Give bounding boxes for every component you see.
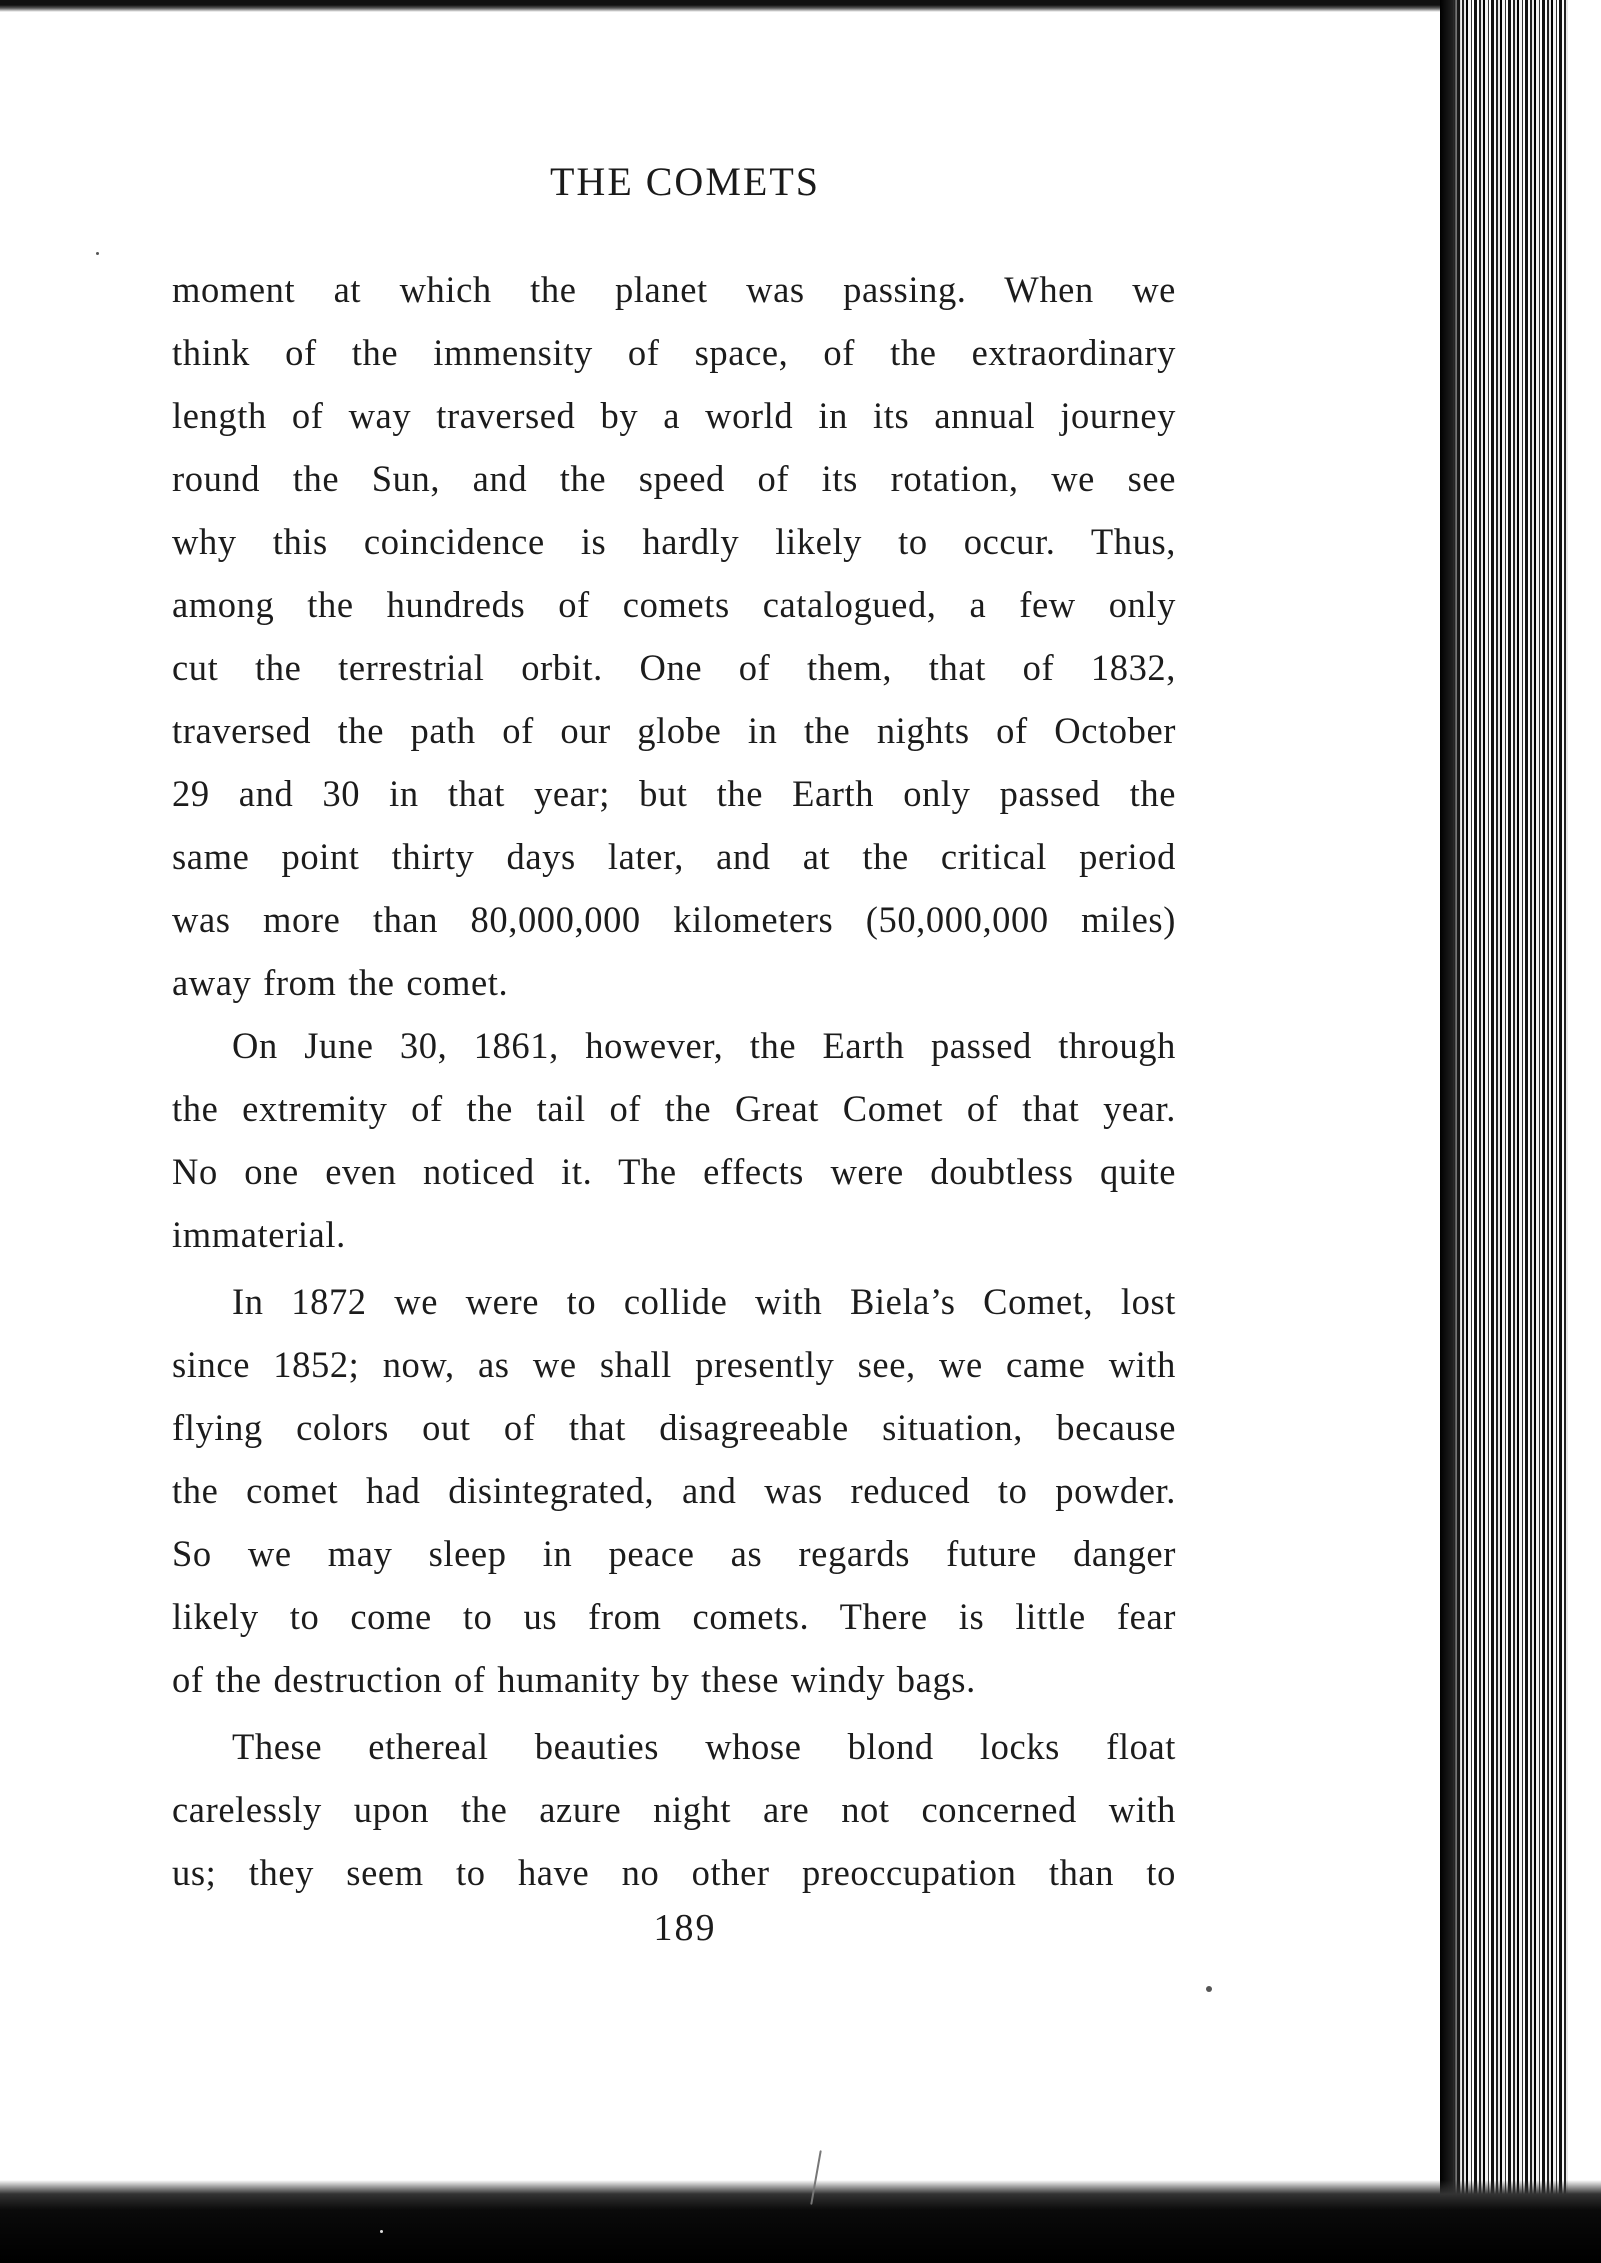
text-line: among the hundreds of comets catalogued, a few only bbox=[172, 584, 1176, 625]
text-line: us; they seem to have no other preoccupation than to bbox=[172, 1852, 1176, 1893]
text-line: was more than 80,000,000 kilometers (50,000,000 miles) bbox=[172, 899, 1176, 940]
scan-bottom-edge bbox=[0, 2180, 1601, 2263]
text-line: the extremity of the tail of the Great Comet of that year. bbox=[172, 1088, 1176, 1129]
page-number: 189 bbox=[653, 1907, 717, 1949]
text-line: away from the comet. bbox=[172, 962, 509, 1003]
text-line: immaterial. bbox=[172, 1214, 346, 1255]
text-line: the comet had disintegrated, and was reduced to powder. bbox=[172, 1470, 1176, 1511]
text-line: 29 and 30 in that year; but the Earth only passed the bbox=[172, 773, 1176, 814]
book-gutter-shadow bbox=[1440, 0, 1462, 2263]
text-line: round the Sun, and the speed of its rotation, we see bbox=[172, 458, 1176, 499]
text-line: likely to come to us from comets. There is little fear bbox=[172, 1596, 1176, 1637]
text-line: cut the terrestrial orbit. One of them, that of 1832, bbox=[172, 647, 1176, 688]
text-line: same point thirty days later, and at the critical period bbox=[172, 836, 1176, 877]
text-line: carelessly upon the azure night are not concerned with bbox=[172, 1789, 1176, 1830]
running-head: THE COMETS bbox=[550, 159, 820, 204]
text-line: No one even noticed it. The effects were doubtless quite bbox=[172, 1151, 1176, 1192]
scan-right-margin bbox=[1568, 0, 1601, 2263]
text-line: why this coincidence is hardly likely to occur. Thus, bbox=[172, 521, 1176, 562]
paragraph bbox=[172, 258, 1176, 1014]
text-line: think of the immensity of space, of the extraordinary bbox=[172, 332, 1176, 373]
body-text bbox=[172, 258, 1176, 1904]
paragraph bbox=[172, 1014, 1176, 1266]
text-line: length of way traversed by a world in its annual journey bbox=[172, 395, 1176, 436]
text-line: On June 30, 1861, however, the Earth passed through bbox=[232, 1025, 1176, 1066]
text-line: These ethereal beauties whose blond locks float bbox=[232, 1726, 1176, 1767]
scan-speck bbox=[96, 252, 99, 255]
scan-speck bbox=[1206, 1986, 1212, 1992]
text-line: So we may sleep in peace as regards future danger bbox=[172, 1533, 1176, 1574]
paragraph bbox=[172, 1715, 1176, 1904]
text-line: since 1852; now, as we shall presently see, we came with bbox=[172, 1344, 1176, 1385]
text-line: In 1872 we were to collide with Biela’s Comet, lost bbox=[232, 1281, 1176, 1322]
text-line: of the destruction of humanity by these windy bags. bbox=[172, 1659, 976, 1700]
text-line: flying colors out of that disagreeable situation, because bbox=[172, 1407, 1176, 1448]
text-line: traversed the path of our globe in the nights of October bbox=[172, 710, 1176, 751]
text-line: moment at which the planet was passing. When we bbox=[172, 269, 1176, 310]
paragraph bbox=[172, 1270, 1176, 1711]
scan-speck bbox=[380, 2230, 383, 2233]
scan-top-edge bbox=[0, 0, 1460, 12]
